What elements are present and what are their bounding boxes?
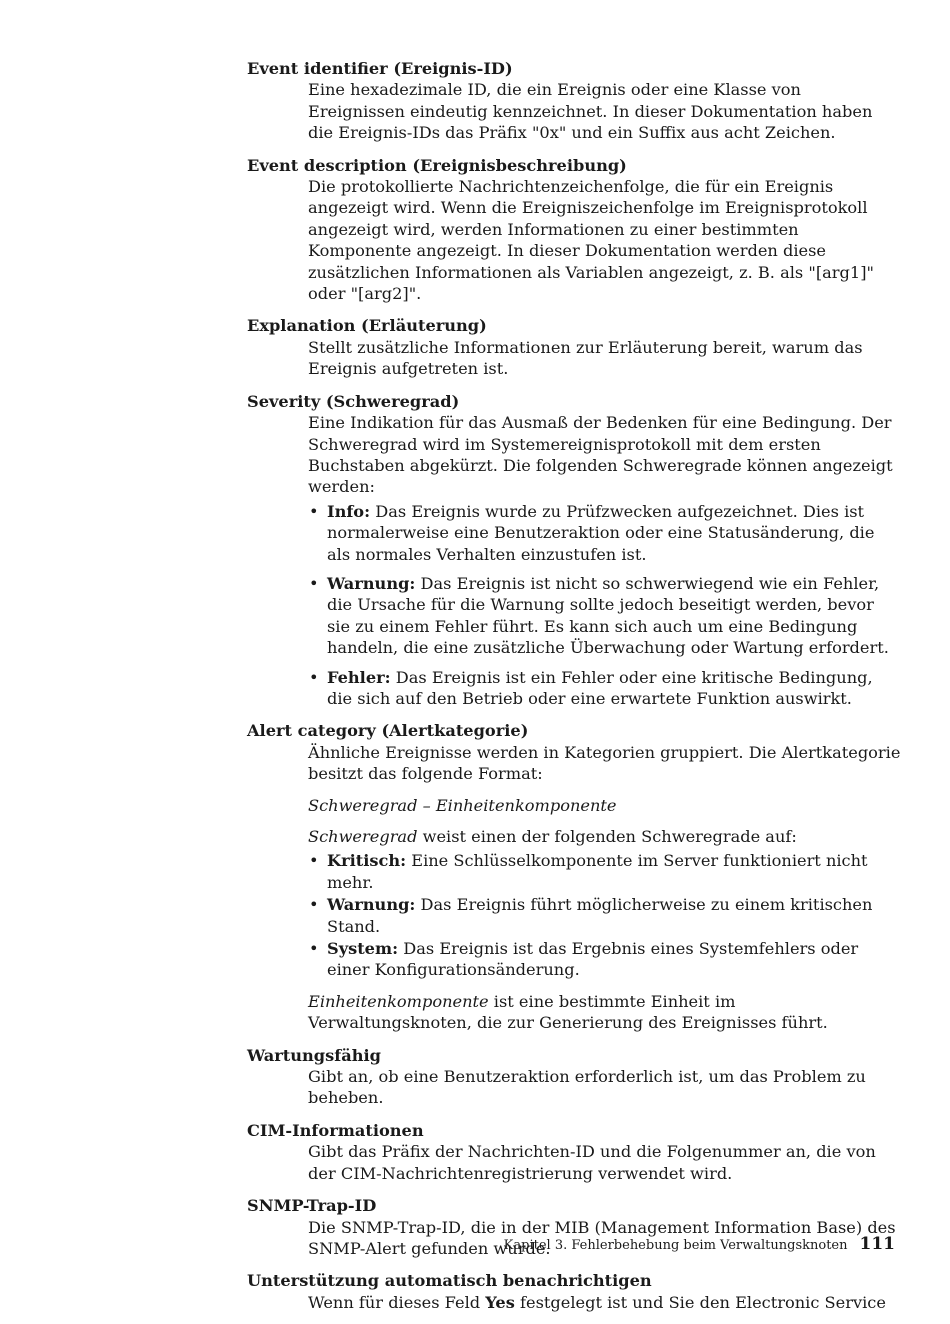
definition bbox=[308, 79, 902, 143]
text-after: festgelegt ist und Sie den Electronic Service bbox=[520, 1292, 886, 1312]
format-line bbox=[308, 795, 902, 816]
component-description bbox=[308, 991, 902, 1034]
document-body bbox=[247, 58, 902, 1324]
definition bbox=[308, 1292, 902, 1313]
text-before: Wenn für dieses Feld bbox=[308, 1292, 481, 1312]
term-heading: Severity (Schweregrad) bbox=[247, 391, 460, 411]
entry-cim-information bbox=[247, 1120, 902, 1184]
list-item-text: Das Ereignis führt möglicherweise zu einem kritischen Stand. bbox=[327, 895, 873, 936]
list-item bbox=[308, 894, 902, 937]
definition-text: Gibt an, ob eine Benutzeraktion erforderlich ist, um das Problem zu beheben. bbox=[308, 1067, 866, 1108]
definition bbox=[308, 1066, 902, 1109]
entry-serviceable bbox=[247, 1045, 902, 1109]
definition bbox=[308, 1141, 902, 1184]
term-heading: CIM-Informationen bbox=[247, 1120, 424, 1140]
severity-intro-text: weist einen der folgenden Schweregrade auf: bbox=[422, 827, 797, 846]
severity-intro bbox=[308, 826, 902, 847]
definition bbox=[308, 176, 902, 304]
list-item-label: Warnung: bbox=[327, 573, 416, 593]
entry-event-identifier bbox=[247, 58, 902, 144]
chapter-title: Kapitel 3. Fehlerbehebung beim Verwaltungsknoten bbox=[503, 1238, 848, 1253]
component-text: ist eine bestimmte Einheit im Verwaltungsknoten, die zur Generierung des Ereignisses führt. bbox=[308, 991, 828, 1033]
severity-list bbox=[308, 501, 902, 710]
entry-explanation bbox=[247, 315, 902, 379]
list-item-text: Eine Schlüsselkomponente im Server funktioniert nicht mehr. bbox=[327, 851, 868, 892]
term-heading: SNMP-Trap-ID bbox=[247, 1196, 377, 1216]
bold-word: Yes bbox=[485, 1292, 515, 1312]
alert-severity-list bbox=[308, 850, 902, 980]
definition-text: Die protokollierte Nachrichtenzeichenfolge, die für ein Ereignis angezeigt wird. Wenn die Ereigniszeichenfolge im Ereignisprotokoll angezeigt wird, werden Informationen zu einer bestimmten Komponente angezeigt. In dieser Dokumentation werden diese zusätzlichen Informationen als Variablen angezeigt, z. B. als "[arg1]" oder "[arg2]". bbox=[308, 177, 874, 304]
entry-auto-notify bbox=[247, 1270, 902, 1313]
definition-text: Eine hexadezimale ID, die ein Ereignis oder eine Klasse von Ereignissen eindeutig kennzeichnet. In dieser Dokumentation haben die Ereignis-IDs das Präfix "0x" und ein Suffix aus acht Zeichen. bbox=[308, 80, 873, 143]
definition-text: Eine Indikation für das Ausmaß der Bedenken für eine Bedingung. Der Schweregrad wird im Systemereignisprotokoll mit dem ersten Buchstaben abgekürzt. Die folgenden Schweregrade können angezeigt werden: bbox=[308, 413, 893, 497]
severity-word: Schweregrad bbox=[308, 827, 418, 846]
list-item-label: System: bbox=[327, 939, 399, 959]
term-heading: Unterstützung automatisch benachrichtigen bbox=[247, 1271, 652, 1291]
term-heading: Alert category (Alertkategorie) bbox=[247, 721, 529, 741]
list-item bbox=[308, 938, 902, 981]
list-item bbox=[308, 501, 902, 565]
entry-severity bbox=[247, 391, 902, 710]
page-footer bbox=[504, 1234, 895, 1254]
list-item-label: Kritisch: bbox=[327, 851, 407, 871]
list-item bbox=[308, 850, 902, 893]
definition bbox=[308, 412, 902, 709]
list-item-label: Fehler: bbox=[327, 667, 391, 687]
list-item-text: Das Ereignis ist nicht so schwerwiegend wie ein Fehler, die Ursache für die Warnung sollte jedoch beseitigt werden, bevor sie zu einem Fehler führt. Es kann sich auch um eine Bedingung handeln, die eine zusätzliche Überwachung oder Wartung erfordert. bbox=[327, 573, 889, 658]
list-item bbox=[308, 573, 902, 659]
term-heading: Event description (Ereignisbeschreibung) bbox=[247, 155, 627, 175]
definition-text: Die SNMP-Trap-ID, die in der MIB (Management Information Base) des SNMP-Alert gefunden wurde. bbox=[308, 1217, 896, 1258]
term-heading: Wartungsfähig bbox=[247, 1045, 381, 1065]
list-item-text: Das Ereignis wurde zu Prüfzwecken aufgezeichnet. Dies ist normalerweise eine Benutzeraktion oder eine Statusänderung, die als normales Verhalten einzustufen ist. bbox=[327, 501, 875, 564]
definition-text bbox=[308, 1292, 902, 1313]
list-item-text: Das Ereignis ist das Ergebnis eines Systemfehlers oder einer Konfigurationsänderung. bbox=[327, 939, 859, 980]
list-item bbox=[308, 667, 902, 710]
entry-alert-category bbox=[247, 720, 902, 1033]
list-item-label: Warnung: bbox=[327, 895, 416, 915]
format-text: Schweregrad – Einheitenkomponente bbox=[308, 795, 617, 815]
definition-text: Ähnliche Ereignisse werden in Kategorien gruppiert. Die Alertkategorie besitzt das folgende Format: bbox=[308, 742, 901, 784]
term-heading: Explanation (Erläuterung) bbox=[247, 316, 487, 336]
term-heading: Event identifier (Ereignis-ID) bbox=[247, 59, 513, 78]
definition bbox=[308, 742, 902, 1034]
definition-text: Gibt das Präfix der Nachrichten-ID und die Folgenummer an, die von der CIM-Nachrichtenregistrierung verwendet wird. bbox=[308, 1142, 876, 1183]
page-number: 111 bbox=[859, 1234, 895, 1254]
entry-event-description bbox=[247, 155, 902, 305]
definition bbox=[308, 337, 902, 380]
definition-text: Stellt zusätzliche Informationen zur Erläuterung bereit, warum das Ereignis aufgetreten ist. bbox=[308, 337, 863, 379]
list-item-text: Das Ereignis ist ein Fehler oder eine kritische Bedingung, die sich auf den Betrieb oder eine erwartete Funktion auswirkt. bbox=[327, 667, 873, 708]
list-item-label: Info: bbox=[327, 501, 371, 521]
component-word: Einheitenkomponente bbox=[308, 991, 489, 1011]
